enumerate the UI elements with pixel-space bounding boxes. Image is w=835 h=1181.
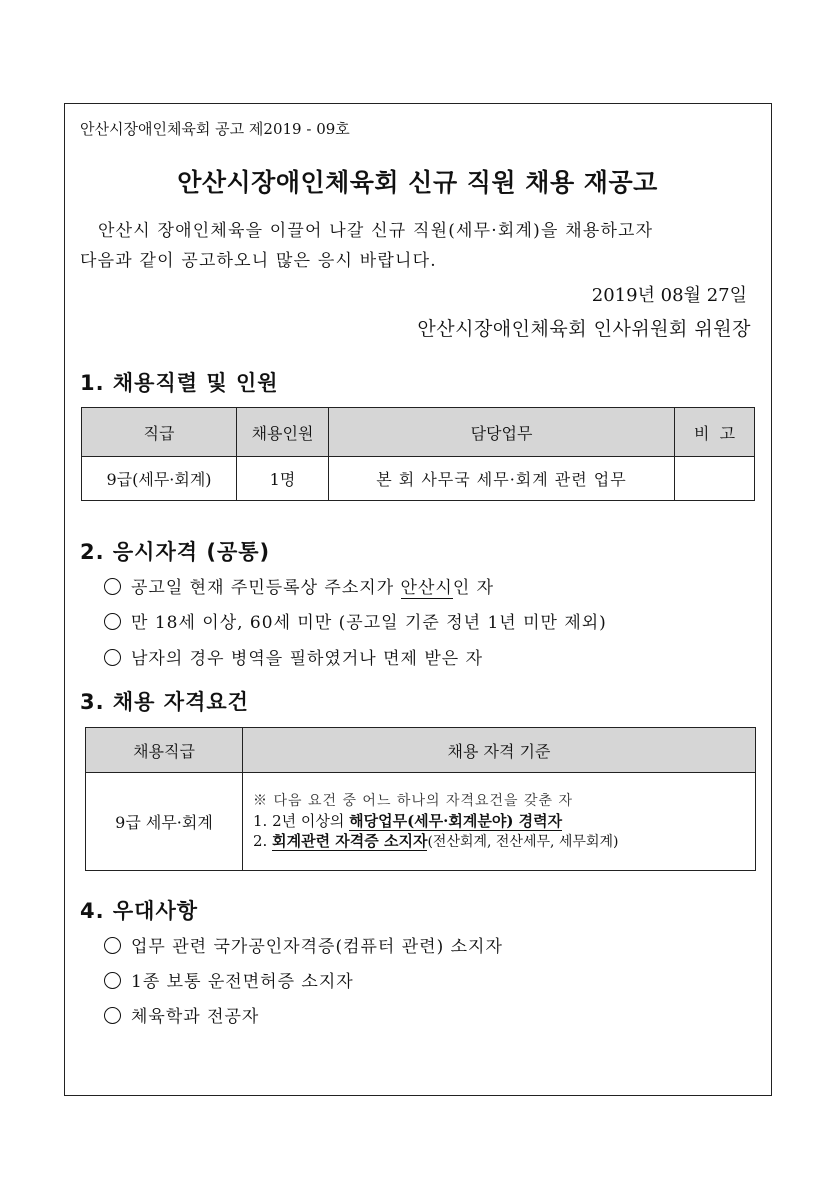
circle-bullet-icon: [104, 649, 121, 666]
notice-number: 안산시장애인체육회 공고 제2019 - 09호: [80, 120, 350, 138]
qualification-table: [85, 727, 756, 871]
circle-bullet-icon: [104, 1007, 121, 1024]
criteria-item-1: 1. 2년 이상의 해당업무(세무·회계분야) 경력자: [253, 812, 563, 830]
table-header-row: [86, 728, 756, 773]
cell-grade: 9급(세무·회계): [82, 457, 237, 501]
circle-bullet-icon: [104, 937, 121, 954]
intro-line-2: 다음과 같이 공고하오니 많은 응시 바랍니다.: [80, 251, 437, 271]
circle-bullet-icon: [104, 613, 121, 630]
cell-count: 1명: [237, 457, 329, 501]
list-item: 업무 관련 국가공인자격증(컴퓨터 관련) 소지자: [104, 932, 503, 957]
section-2-heading: 2. 응시자격 (공통): [80, 540, 271, 564]
section-3-heading: 3. 채용 자격요건: [80, 690, 249, 714]
list-item: 남자의 경우 병역을 필하였거나 면제 받은 자: [104, 644, 483, 669]
cell-duty: 본 회 사무국 세무·회계 관련 업무: [329, 457, 675, 501]
section-4-heading: 4. 우대사항: [80, 899, 199, 923]
cell-hire-grade: 9급 세무·회계: [86, 773, 243, 871]
list-item: 만 18세 이상, 60세 미만 (공고일 기준 정년 1년 미만 제외): [104, 608, 607, 633]
page-title: 안산시장애인체육회 신규 직원 채용 재공고: [177, 168, 658, 197]
table-row: [86, 773, 756, 871]
list-item: 공고일 현재 주민등록상 주소지가 안산시인 자: [104, 573, 494, 598]
intro-paragraph: [80, 216, 760, 276]
header-grade: 직급: [82, 408, 237, 457]
criteria-note: ※ 다음 요건 중 어느 하나의 자격요건을 갖춘 자: [253, 793, 574, 809]
table-header-row: [82, 408, 755, 457]
circle-bullet-icon: [104, 578, 121, 595]
table-row: [82, 457, 755, 501]
header-criteria: 채용 자격 기준: [243, 728, 756, 773]
list-item: 1종 보통 운전면허증 소지자: [104, 967, 354, 992]
criteria-item-2: 2. 회계관련 자격증 소지자(전산회계, 전산세무, 세무회계): [253, 832, 619, 850]
header-remarks: 비 고: [675, 408, 755, 457]
signature: 안산시장애인체육회 인사위원회 위원장: [417, 318, 751, 340]
intro-line-1: 안산시 장애인체육을 이끌어 나갈 신규 직원(세무·회계)을 채용하고자: [98, 221, 654, 241]
position-table: [81, 407, 755, 501]
circle-bullet-icon: [104, 972, 121, 989]
header-count: 채용인원: [237, 408, 329, 457]
header-duty: 담당업무: [329, 408, 675, 457]
list-item: 체육학과 전공자: [104, 1002, 259, 1027]
announcement-date: 2019년 08월 27일: [591, 285, 747, 306]
cell-criteria: [243, 773, 756, 871]
cell-remarks: [675, 457, 755, 501]
header-hire-grade: 채용직급: [86, 728, 243, 773]
section-1-heading: 1. 채용직렬 및 인원: [80, 371, 279, 395]
